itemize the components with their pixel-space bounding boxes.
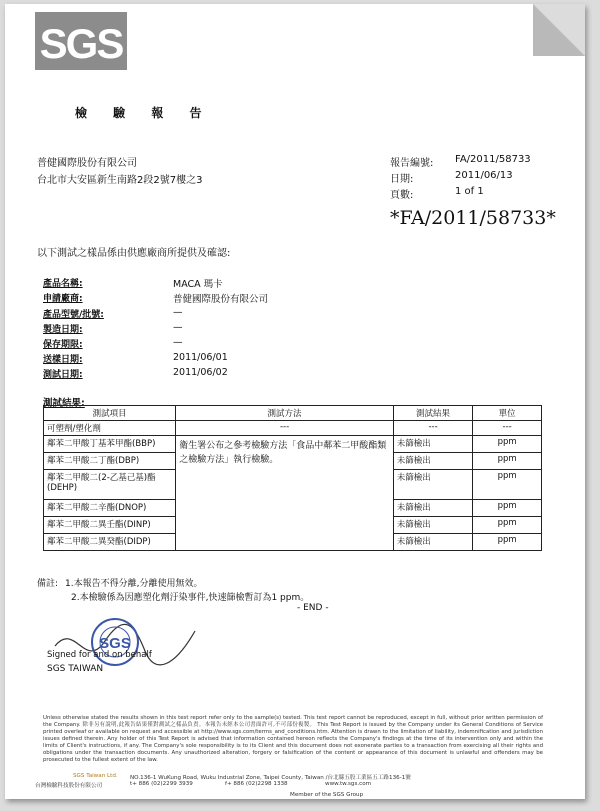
header-result: 測試結果 <box>393 406 473 421</box>
end-marker: - END - <box>297 603 329 613</box>
header-item: 測試項目 <box>44 406 176 421</box>
row-unit: ppm <box>473 453 542 470</box>
field-label-received-date: 送樣日期: <box>43 355 83 365</box>
table-row <box>44 421 542 436</box>
report-page-label: 頁數: <box>390 190 414 201</box>
intro-text: 以下測試之樣品係由供應廠商所提供及確認: <box>37 248 231 259</box>
sgs-logo <box>35 12 127 70</box>
notes-label: 備註: <box>37 579 59 589</box>
row-item: 鄰苯二甲酸二丁酯(DBP) <box>44 453 176 470</box>
results-title: 測試結果: <box>43 398 85 409</box>
field-label-mfg-date: 製造日期: <box>43 325 83 335</box>
note-line-1: 1.本報告不得分離,分離使用無效。 <box>65 579 203 589</box>
row-item: 鄰苯二甲酸丁基苯甲酯(BBP) <box>44 436 176 453</box>
disclaimer-fine-print: Unless otherwise stated the results shown in this test report refer only to the sample(s) tested. This test report cannot be reproduced, except in full, without prior written permission of the Company. 除非另有說明,此報告結果僅對測試之樣品負責。本報告未經本公司書面許可,不可部份複製。 This Test Report is issued by the Company under its General Conditions of Service printed overleaf or available on request and accessible at http://www.sgs.com/terms_and_conditions.htm. Attention is drawn to the limitation of liability, indemnification and jurisdiction issues defined therein. Any holder of this Test Report is advised that information contained hereon reflects the Company's findings at the time of its intervention only and within the limits of Client's instructions, if any. The Company's sole responsibility is to its Client and this document does not exonerate parties to a transaction from exercising all their rights and obligations under the transaction documents. Any unauthorized alteration, forgery or falsification of the content or appearance of this document is unlawful and offenders may be prosecuted to the fullest extent of the law. <box>43 715 543 763</box>
report-no-label: 報告編號: <box>390 158 434 169</box>
row-unit: ppm <box>473 436 542 453</box>
svg-text:SGS: SGS <box>99 635 131 652</box>
category-method: --- <box>176 421 394 436</box>
note-line-2: 2.本檢驗係為因應塑化劑汙染事件,快速篩檢暫訂為1 ppm。 <box>71 593 310 603</box>
signature-area <box>45 616 225 686</box>
results-table <box>43 405 542 551</box>
row-result: 未篩檢出 <box>393 534 473 551</box>
row-result: 未篩檢出 <box>393 453 473 470</box>
row-unit: ppm <box>473 534 542 551</box>
row-item: 鄰苯二甲酸二(2-乙基己基)酯 (DEHP) <box>44 470 176 500</box>
row-item: 鄰苯二甲酸二辛酯(DNOP) <box>44 500 176 517</box>
row-unit: ppm <box>473 500 542 517</box>
field-value-model: — <box>173 307 183 318</box>
footer-member: Member of the SGS Group <box>290 792 364 798</box>
client-name: 普健國際股份有限公司 <box>37 158 137 169</box>
field-value-applicant: 普健國際股份有限公司 <box>173 294 269 305</box>
category-name: 可塑劑/塑化劑 <box>44 421 176 436</box>
footer-company-en: SGS Taiwan Ltd. <box>73 773 118 779</box>
field-label-applicant: 申請廠商: <box>43 294 83 304</box>
field-value-mfg-date: — <box>173 322 183 333</box>
footer-company-zh: 台灣檢驗科技股份有限公司 <box>35 783 103 789</box>
row-result: 未篩檢出 <box>393 517 473 534</box>
category-unit: --- <box>473 421 542 436</box>
svg-text:SGS: SGS <box>39 20 123 67</box>
field-label-model: 產品型號/批號: <box>43 310 104 320</box>
field-value-product: MACA 瑪卡 <box>173 279 223 290</box>
field-label-test-date: 測試日期: <box>43 370 83 380</box>
signed-for-text: Signed for and on behalf <box>47 650 152 660</box>
row-unit: ppm <box>473 517 542 534</box>
footer-web: www.tw.sgs.com <box>325 781 372 787</box>
category-result: --- <box>393 421 473 436</box>
client-address: 台北市大安區新生南路2段2號7樓之3 <box>37 175 203 186</box>
header-unit: 單位 <box>473 406 542 421</box>
signed-company-text: SGS TAIWAN <box>47 664 104 674</box>
report-title: 檢 驗 報 告 <box>75 106 213 120</box>
page-curl <box>533 4 585 56</box>
report-date-value: 2011/06/13 <box>455 170 513 181</box>
row-result: 未篩檢出 <box>393 436 473 453</box>
row-item: 鄰苯二甲酸二異癸酯(DIDP) <box>44 534 176 551</box>
row-item: 鄰苯二甲酸二異壬酯(DINP) <box>44 517 176 534</box>
row-result: 未篩檢出 <box>393 470 473 500</box>
method-text: 衛生署公布之參考檢驗方法「食品中鄰苯二甲酸酯類之檢驗方法」執行檢驗。 <box>176 436 394 551</box>
header-method: 測試方法 <box>176 406 394 421</box>
field-value-test-date: 2011/06/02 <box>173 367 228 378</box>
field-value-shelf-life: — <box>173 337 183 348</box>
report-page-value: 1 of 1 <box>455 186 484 197</box>
table-row <box>44 436 542 453</box>
field-label-product: 產品名稱: <box>43 279 83 289</box>
row-unit: ppm <box>473 470 542 500</box>
footer-tel: t+ 886 (02)2299 3939 <box>130 781 193 787</box>
report-no-value: FA/2011/58733 <box>455 154 531 165</box>
field-label-shelf-life: 保存期限: <box>43 340 83 350</box>
field-value-received-date: 2011/06/01 <box>173 352 228 363</box>
footer-address: NO.136-1 WuKung Road, Wuku Industrial Zone, Taipei County, Taiwan /台北縣五股工業區五工路136-1號 <box>130 775 411 781</box>
table-header-row <box>44 406 542 421</box>
report-date-label: 日期: <box>390 174 414 185</box>
row-result: 未篩檢出 <box>393 500 473 517</box>
footer-fax: f+ 886 (02)2298 1338 <box>225 781 288 787</box>
report-page <box>5 4 585 799</box>
report-barcode-text: *FA/2011/58733* <box>390 207 556 229</box>
